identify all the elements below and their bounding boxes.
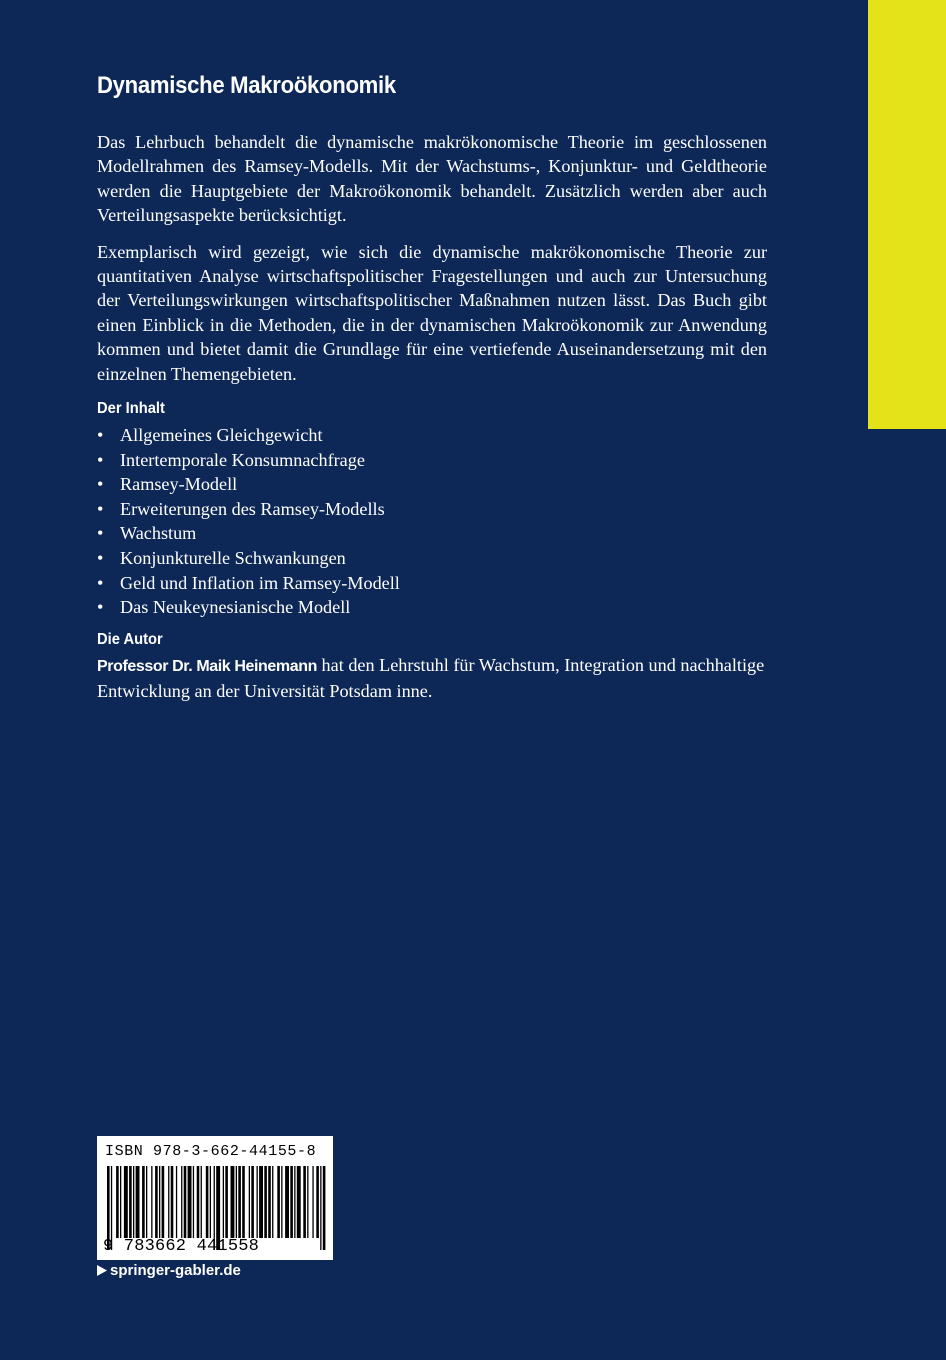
barcode-bar [176,1166,177,1238]
barcode-bar [159,1166,160,1238]
barcode-bar [303,1166,306,1238]
barcode-bar [146,1166,147,1238]
barcode-bar [155,1166,158,1238]
accent-band [868,0,946,429]
barcode-bar [129,1166,132,1238]
description-paragraph-1: Das Lehrbuch behandelt die dynamische makrökonomische Theorie im geschlossenen Modellrahmen des Ramsey-Modells. Mit der Wachstums-, Konjunktur- und Geldtheorie werden die Hauptgebiete der Makroökonomik behandelt. Zusätzlich werden aber auch Verteilungsaspekte berücksichtigt. [97,132,767,226]
barcode-bar [124,1166,128,1238]
list-item-label: Erweiterungen des Ramsey-Modells [120,498,385,519]
list-item-label: Geld und Inflation im Ramsey-Modell [120,572,400,593]
barcode-bar [116,1166,119,1238]
bullet-icon: • [97,474,104,495]
barcode-bar [168,1166,169,1238]
author-name: Professor Dr. Maik Heinemann [97,657,317,675]
list-item-label: Wachstum [120,523,197,544]
list-item-label: Ramsey-Modell [120,474,238,495]
list-item [97,472,767,497]
barcode-bar [316,1166,319,1238]
list-item-label: Allgemeines Gleichgewicht [120,425,323,446]
barcode-digits: 9 783662 441558 [103,1237,260,1256]
barcode-bar [290,1166,293,1238]
barcode-bar [188,1166,192,1238]
barcode-bar [268,1166,271,1238]
barcode-bar [142,1166,145,1238]
barcode-bar [206,1166,209,1238]
list-item-label: Das Neukeynesianische Modell [120,597,351,618]
barcode-bar [193,1166,194,1238]
list-item-label: Konjunkturelle Schwankungen [120,548,346,569]
bullet-icon: • [97,523,104,544]
barcode-bar [249,1166,250,1238]
barcode-bar [162,1166,165,1238]
bullet-icon: • [97,425,104,446]
barcode-bar [312,1166,313,1238]
list-item [97,521,767,546]
description-paragraph-2: Exemplarisch wird gezeigt, wie sich die dynamische makrökonomische Theorie zur quantitativen Analyse wirtschaftspolitischer Fragestellungen und auch zur Untersuchung der Verteilungswirkungen wirtschaftspolitischer Maßnahmen nutzen lässt. Das Buch gibt einen Einblick in die Methoden, die in der dynamischen Makroökonomik zur Anwendung kommen und bietet damit die Grundlage für eine vertiefende Auseinandersetzung mit den einzelnen Themengebieten. [97,241,767,384]
publisher-url: springer-gabler.de [110,1262,241,1279]
barcode-bar [201,1166,202,1238]
barcode-bar [259,1166,263,1238]
bullet-icon: • [97,572,104,593]
book-title: Dynamische Makroökonomik [97,72,396,99]
isbn-barcode [97,1136,333,1260]
list-item [97,571,767,596]
barcode-bar [210,1166,211,1238]
bullet-icon: • [97,548,104,569]
barcode-bar [320,1166,321,1250]
author-bio [97,653,767,704]
contents-list [97,423,767,620]
barcode-bar [223,1166,224,1238]
barcode-bar [323,1166,326,1250]
list-item [97,497,767,522]
triangle-right-icon [97,1265,107,1276]
bullet-icon: • [97,597,104,618]
barcode-bar [238,1166,241,1238]
barcode-bar [236,1166,237,1238]
barcode-bar [136,1166,140,1238]
isbn-label: ISBN 978-3-662-44155-8 [105,1143,317,1160]
list-item [97,448,767,473]
contents-heading: Der Inhalt [97,400,165,418]
barcode-bar [277,1166,280,1238]
author-description: hat den Lehrstuhl für Wachstum, Integration und nachhaltige Entwicklung an der Universität Potsdam inne. [97,654,765,702]
list-item [97,595,767,620]
barcode-bar [251,1166,254,1238]
barcode-bar [184,1166,187,1238]
bullet-icon: • [97,449,104,470]
barcode-bar [151,1166,152,1238]
barcode-bar [120,1166,121,1238]
barcode-bar [231,1166,235,1238]
barcode-bar [294,1166,295,1238]
cover-text [97,130,767,704]
publisher-link[interactable] [97,1262,241,1279]
list-item [97,546,767,571]
barcode-bar [225,1166,228,1238]
barcode-bar [272,1166,273,1238]
barcode-bar [133,1166,134,1238]
barcode-bar [264,1166,267,1238]
barcode-bar [307,1166,308,1238]
barcode-bar [257,1166,258,1238]
list-item [97,423,767,448]
bullet-icon: • [97,498,104,519]
barcode-bar [197,1166,200,1238]
barcode-bar [181,1166,182,1238]
barcode-bar [171,1166,174,1238]
barcode-bar [281,1166,282,1238]
list-item-label: Intertemporale Konsumnachfrage [120,449,365,470]
barcode-bar [285,1166,289,1238]
barcode-bar [297,1166,301,1238]
author-heading: Die Autor [97,630,163,648]
barcode-bar [242,1166,245,1238]
